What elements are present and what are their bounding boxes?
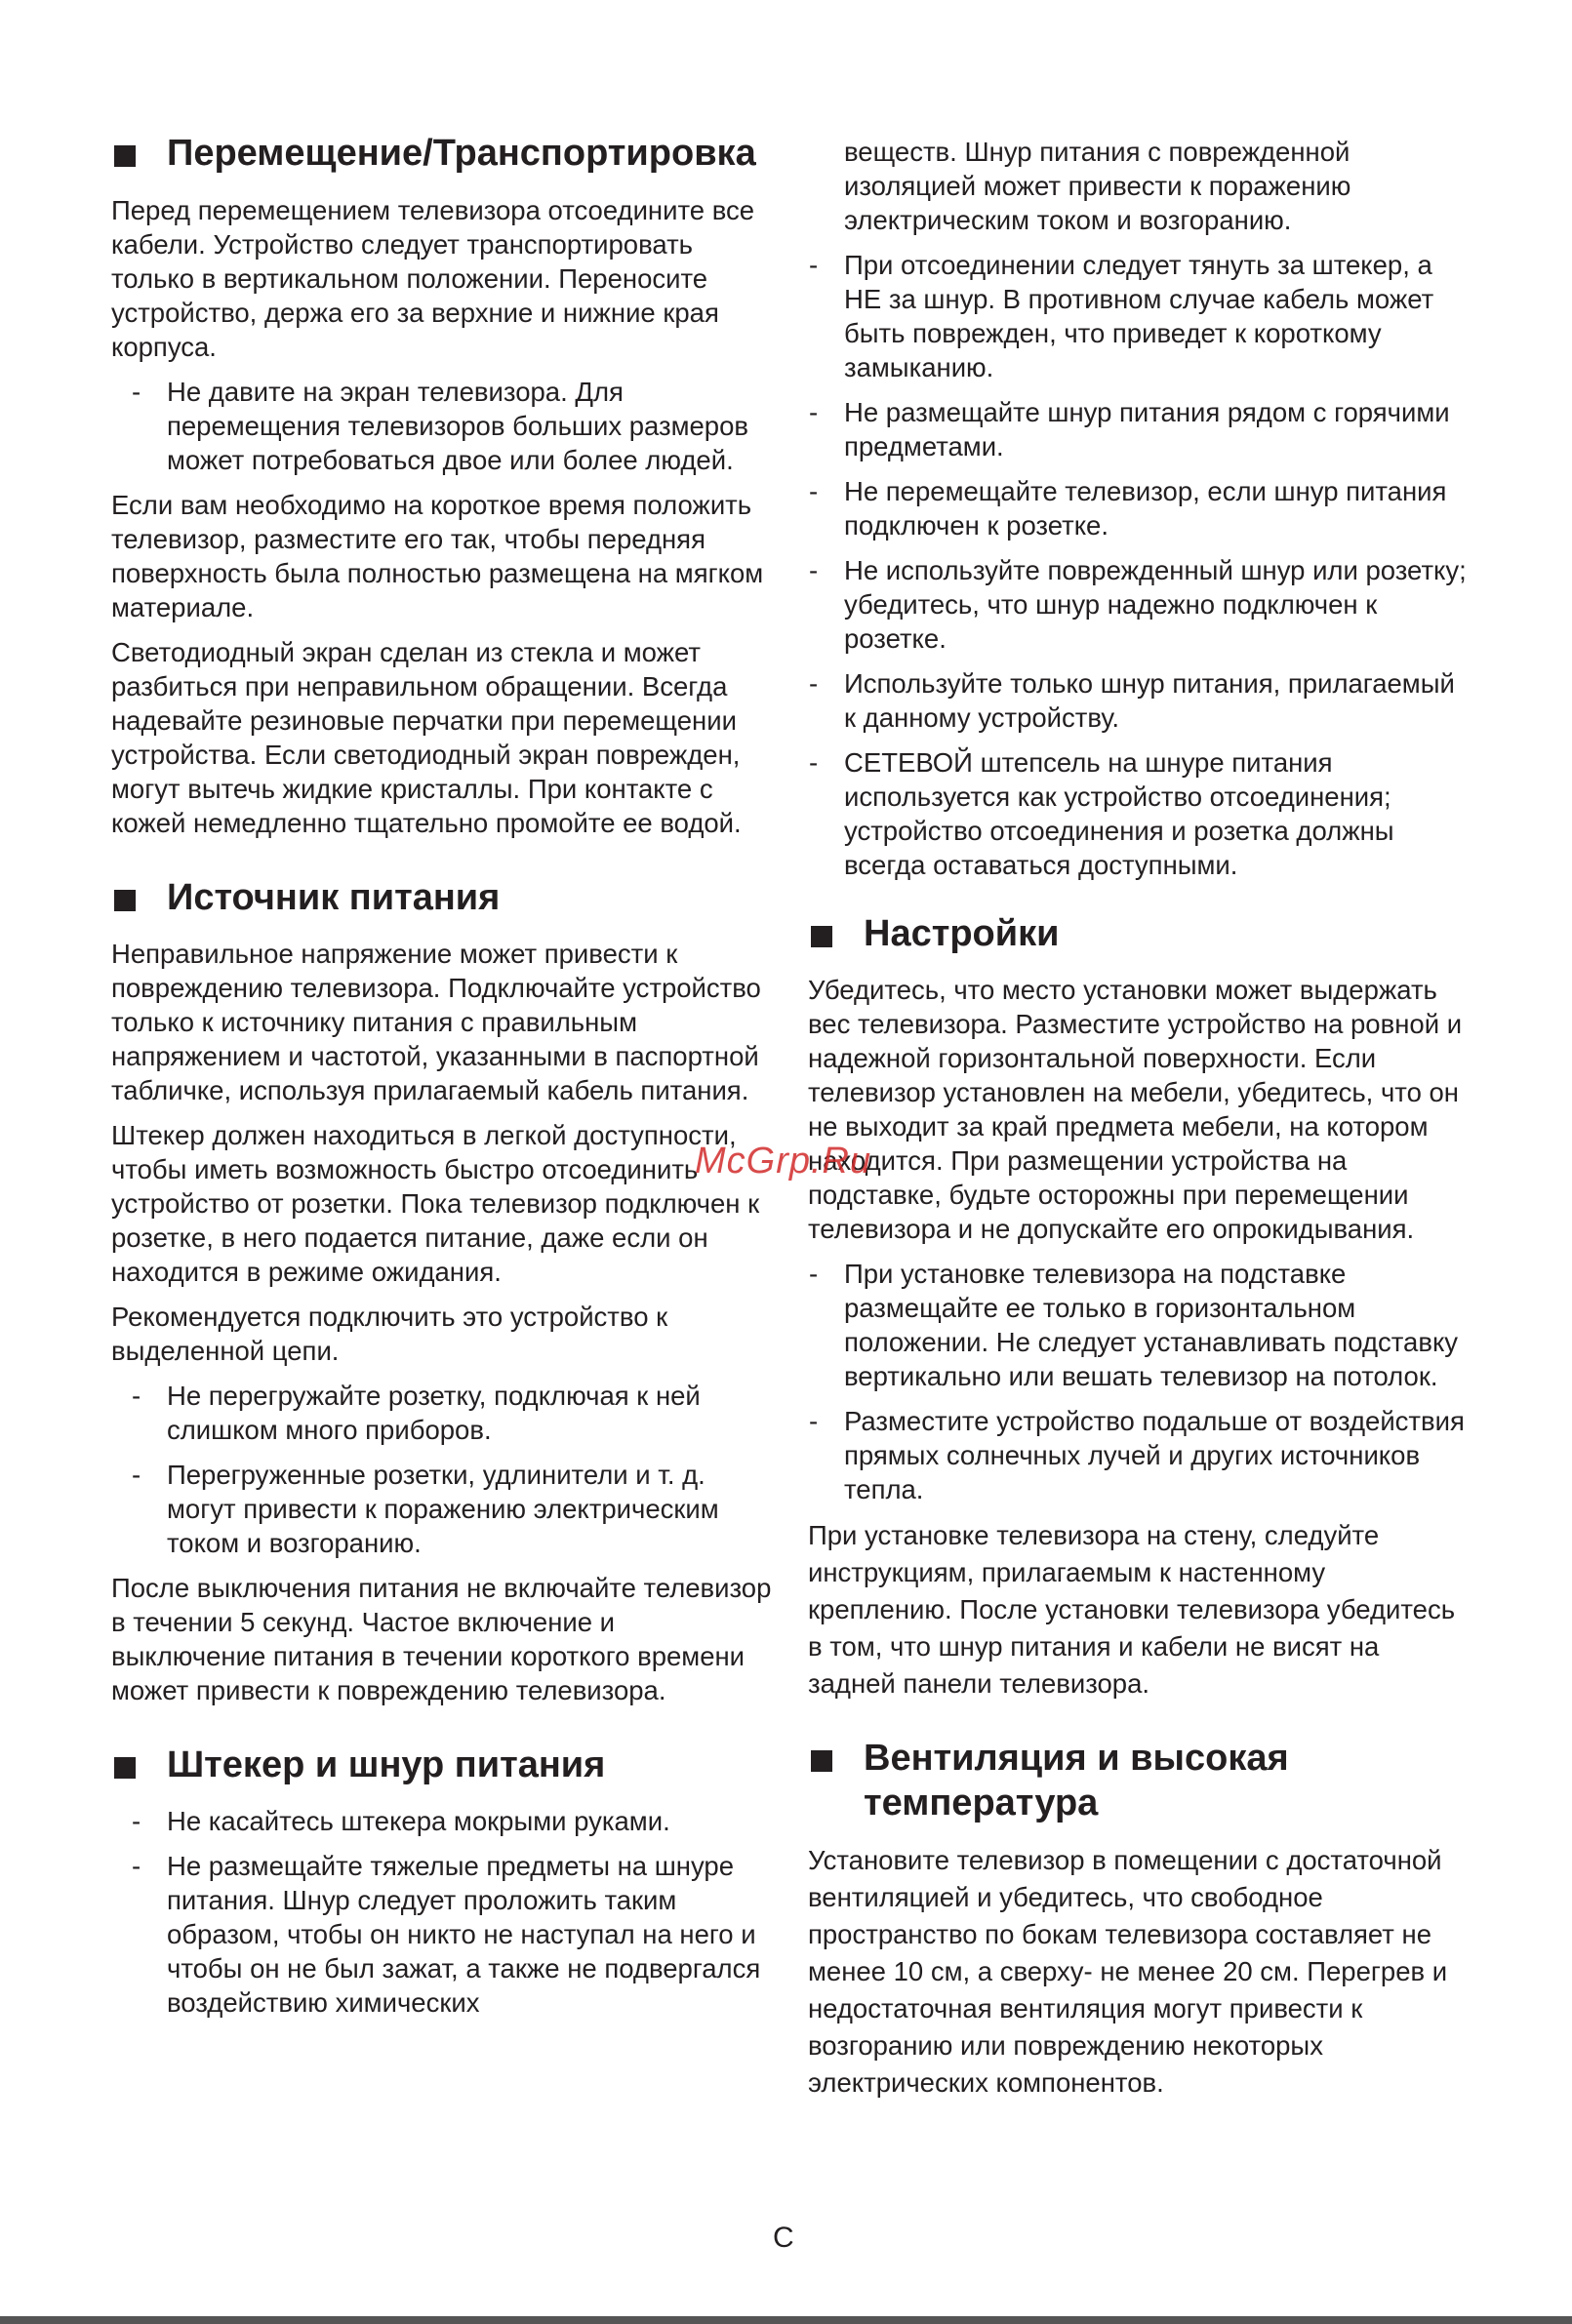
paragraph: Убедитесь, что место установки может выдержать вес телевизора. Разместите устройство на ровной и надежной горизонтальной поверхности. Если телевизор установлен на мебели, убедитесь, что он не выходит за край предмета мебели, на котором находится. При размещении устройства на подставке, будьте осторожны при перемещении телевизора и не допускайте его опрокидывания. [808, 975, 1463, 1244]
heading-text-line2: температура [864, 1783, 1099, 1823]
bullet-list [111, 375, 775, 477]
dash-bullet-icon: - [809, 250, 819, 280]
section-heading-ventilation [808, 1736, 1471, 1825]
dash-bullet-icon: - [132, 377, 141, 407]
list-item-text: Используйте только шнур питания, прилагаемый к данному устройству. [844, 668, 1455, 733]
heading-text: Настройки [864, 913, 1060, 954]
bullet-list [111, 1379, 775, 1560]
dash-bullet-icon: - [132, 1851, 141, 1881]
list-item-text: Не давите на экран телевизора. Для перемещения телевизоров больших размеров может потребоваться двое или более людей. [167, 377, 748, 475]
paragraph: При установке телевизора на стену, следуйте инструкциям, прилагаемым к настенному креплению. После установки телевизора убедитесь в том, что шнур питания и кабели не висят на задней панели телевизора. [808, 1520, 1456, 1699]
page-number: C [773, 2222, 794, 2254]
dash-bullet-icon: - [809, 397, 819, 427]
list-item-text: При отсоединении следует тянуть за штекер, а НЕ за шнур. В противном случае кабель может быть поврежден, что приведет к короткому замыканию. [844, 250, 1434, 382]
list-item-text: Не размещайте шнур питания рядом с горячими предметами. [844, 397, 1450, 461]
square-bullet-icon [811, 1750, 832, 1772]
bottom-divider [0, 2316, 1572, 2324]
list-item [111, 1379, 775, 1447]
list-item-text: Не перемещайте телевизор, если шнур питания подключен к розетке. [844, 476, 1447, 541]
dash-bullet-icon: - [132, 1806, 141, 1836]
list-item-text: При установке телевизора на подставке размещайте ее только в горизонтальном положении. Не следует устанавливать подставку вертикально или вешать телевизор на потолок. [844, 1259, 1459, 1391]
list-item-text: Не размещайте тяжелые предметы на шнуре питания. Шнур следует проложить таким образом, чтобы он никто не наступал на него и чтобы он не был зажат, а также не подвергался воздействию химических [167, 1851, 761, 2018]
bullet-list [788, 248, 1471, 882]
paragraph: Установите телевизор в помещении с достаточной вентиляцией и убедитесь, что свободное пространство по бокам телевизора составляет не менее 10 см, а сверху- не менее 20 см. Перегрев и недостаточная вентиляция могут привести к возгоранию или повреждению некоторых электрических компонентов. [808, 1845, 1448, 2098]
list-item [111, 1458, 775, 1560]
list-item [788, 666, 1471, 735]
list-item-text: Не перегружайте розетку, подключая к ней слишком много приборов. [167, 1381, 701, 1445]
list-item-text: Не используйте поврежденный шнур или розетку; убедитесь, что шнур надежно подключен к розетке. [844, 555, 1467, 654]
paragraph: Штекер должен находиться в легкой доступности, чтобы иметь возможность быстро отсоединить устройство от розетки. Пока телевизор подключен к розетке, в него подается питание, даже если он находится в режиме ожидания. [111, 1120, 760, 1287]
list-item [111, 375, 775, 477]
list-item [788, 1404, 1471, 1506]
list-item-text: Перегруженные розетки, удлинители и т. д. могут привести к поражению электрическим током и возгоранию. [167, 1460, 719, 1558]
paragraph-continued: веществ. Шнур питания с поврежденной изоляцией может привести к поражению электрическим током и возгоранию. [844, 137, 1351, 235]
paragraph: Неправильное напряжение может привести к повреждению телевизора. Подключайте устройство только к источнику питания с правильным напряжением и частотой, указанными в паспортной табличке, используя прилагаемый кабель питания. [111, 939, 761, 1105]
list-item [788, 248, 1471, 384]
heading-text: Перемещение/Транспортировка [167, 133, 756, 174]
bullet-list [788, 1257, 1471, 1506]
paragraph: После выключения питания не включайте телевизор в течении 5 секунд. Частое включение и выключение питания в течении короткого времени может привести к повреждению телевизора. [111, 1573, 772, 1705]
heading-text: Источник питания [167, 877, 501, 918]
dash-bullet-icon: - [809, 747, 819, 778]
dash-bullet-icon: - [809, 555, 819, 585]
watermark: McGrp.Ru [695, 1141, 872, 1182]
square-bullet-icon [114, 145, 136, 167]
paragraph: Светодиодный экран сделан из стекла и может разбиться при неправильном обращении. Всегда надевайте резиновые перчатки при перемещении устройства. Если светодиодный экран поврежден, могут вытечь жидкие кристаллы. При контакте с кожей немедленно тщательно промойте ее водой. [111, 637, 742, 838]
paragraph: Если вам необходимо на короткое время положить телевизор, разместите его так, чтобы передняя поверхность была полностью размещена на мягком материале. [111, 490, 764, 622]
dash-bullet-icon: - [809, 1259, 819, 1289]
list-item-text: СЕТЕВОЙ штепсель на шнуре питания используется как устройство отсоединения; устройство отсоединения и розетка должны всегда оставаться доступными. [844, 747, 1394, 880]
paragraph: Перед перемещением телевизора отсоедините все кабели. Устройство следует транспортировать только в вертикальном положении. Переносите устройство, держа его за верхние и нижние края корпуса. [111, 195, 755, 362]
list-item-text: Не касайтесь штекера мокрыми руками. [167, 1806, 670, 1836]
right-column [808, 125, 1471, 2112]
list-item [788, 553, 1471, 656]
heading-text: Штекер и шнур питания [167, 1744, 606, 1785]
list-item [111, 1804, 775, 1838]
dash-bullet-icon: - [132, 1460, 141, 1490]
list-item [788, 474, 1471, 542]
list-item [788, 1257, 1471, 1393]
left-column [111, 125, 775, 2030]
section-heading-power [111, 875, 775, 920]
bullet-list [111, 1804, 775, 2020]
square-bullet-icon [114, 1757, 136, 1779]
dash-bullet-icon: - [809, 1406, 819, 1436]
section-heading-plug [111, 1743, 775, 1787]
square-bullet-icon [114, 890, 136, 911]
list-item [788, 745, 1471, 882]
list-item [111, 1849, 775, 2020]
heading-text-line1: Вентиляция и высокая [864, 1738, 1289, 1779]
section-heading-settings [808, 911, 1471, 956]
dash-bullet-icon: - [809, 668, 819, 699]
section-heading-transport [111, 131, 775, 176]
paragraph: Рекомендуется подключить это устройство к выделенной цепи. [111, 1302, 668, 1366]
square-bullet-icon [811, 926, 832, 947]
dash-bullet-icon: - [132, 1381, 141, 1411]
list-item [788, 395, 1471, 463]
list-item-text: Разместите устройство подальше от воздействия прямых солнечных лучей и других источников тепла. [844, 1406, 1465, 1504]
dash-bullet-icon: - [809, 476, 819, 506]
